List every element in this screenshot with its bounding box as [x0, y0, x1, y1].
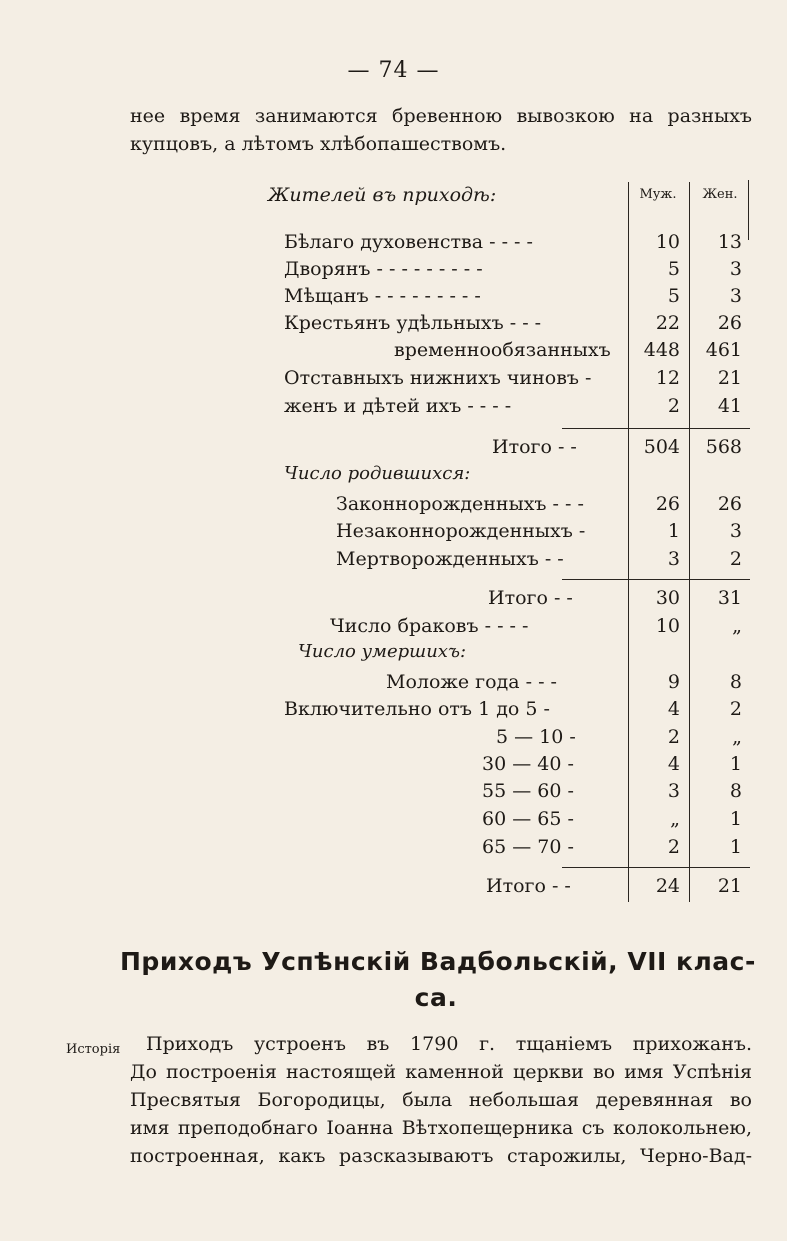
table-row [270, 806, 750, 832]
deaths-heading: Число умершихъ: [298, 641, 467, 662]
births-heading: Число родившихся: [284, 463, 471, 484]
female-value: 41 [717, 395, 742, 417]
table-row [270, 283, 750, 309]
female-value: 8 [729, 780, 742, 802]
history-line: построенная, какъ разсказываютъ старожилы, Черно-Вад- [130, 1145, 752, 1167]
table-row [270, 491, 750, 517]
history-line: Приходъ устроенъ въ 1790 г. тщаніемъ прихожанъ. [146, 1033, 752, 1055]
row-label: 30 — 40 - [482, 753, 574, 775]
table-row [270, 669, 750, 695]
history-line: Пресвятыя Богородицы, была небольшая деревянная во [130, 1089, 752, 1111]
female-value: 3 [729, 285, 742, 307]
row-label: Бѣлаго духовенства - - - - [284, 231, 533, 253]
table-row [270, 393, 750, 419]
table-row [270, 751, 750, 777]
row-label: 5 — 10 - [496, 726, 576, 748]
male-value: 12 [655, 367, 680, 389]
male-value: 22 [655, 312, 680, 334]
row-label: 55 — 60 - [482, 780, 574, 802]
row-label: 65 — 70 - [482, 836, 574, 858]
table-row [270, 546, 750, 572]
female-value: 26 [717, 312, 742, 334]
intro-line: купцовъ, а лѣтомъ хлѣбопашествомъ. [130, 133, 507, 155]
male-total: 24 [655, 875, 680, 897]
total-row [270, 434, 750, 460]
row-label: Мѣщанъ - - - - - - - - - [284, 285, 481, 307]
row-label: Незаконнорожденныхъ - [336, 520, 586, 542]
female-value: 3 [729, 520, 742, 542]
male-value: 4 [667, 698, 680, 720]
table-row [270, 365, 750, 391]
row-label: Законнорожденныхъ - - - [336, 493, 584, 515]
table-row [270, 518, 750, 544]
history-line: имя преподобнаго Іоанна Вѣтхопещерника съ колокольнею, [130, 1117, 752, 1139]
heading-line: Приходъ Успѣнскій Вадбольскій, VII клас- [120, 947, 756, 976]
male-value: „ [670, 808, 680, 830]
row-label: Число браковъ - - - - [330, 615, 529, 637]
male-value: 5 [667, 285, 680, 307]
intro-line: нее время занимаются бревенною вывозкою на разныхъ [130, 105, 752, 127]
row-label: женъ и дѣтей ихъ - - - - [284, 395, 512, 417]
female-total: 568 [705, 436, 742, 458]
female-value: 1 [729, 753, 742, 775]
row-label: Мертворожденныхъ - - [336, 548, 564, 570]
total-label: Итого - - [488, 587, 573, 609]
female-value: „ [732, 726, 742, 748]
table-header-label: Жителей въ приходѣ: [268, 184, 497, 206]
margin-note: Исторія [66, 1042, 121, 1057]
row-label: Включительно отъ 1 до 5 - [284, 698, 550, 720]
female-total: 21 [717, 875, 742, 897]
table-row [270, 229, 750, 255]
female-total: 31 [717, 587, 742, 609]
total-rule [562, 579, 750, 580]
row-label: Крестьянъ удѣльныхъ - - - [284, 312, 542, 334]
column-header-female: Жен. [702, 187, 738, 202]
male-value: 9 [667, 671, 680, 693]
history-line: До построенія настоящей каменной церкви во имя Успѣнія [130, 1061, 752, 1083]
total-label: Итого - - [486, 875, 571, 897]
male-value: 5 [667, 258, 680, 280]
row-label: Моложе года - - - [386, 671, 557, 693]
table-row [270, 696, 750, 722]
row-label: 60 — 65 - [482, 808, 574, 830]
total-row [270, 585, 750, 611]
female-value: 2 [729, 698, 742, 720]
female-value: 2 [729, 548, 742, 570]
female-value: 13 [717, 231, 742, 253]
table-row [270, 337, 750, 363]
heading-line: са. [414, 983, 458, 1012]
table-row [270, 310, 750, 336]
male-value: 3 [667, 548, 680, 570]
male-total: 504 [643, 436, 680, 458]
male-value: 2 [667, 395, 680, 417]
male-value: 10 [655, 615, 680, 637]
row-label: временнообязанныхъ [394, 339, 611, 361]
total-rule [562, 428, 750, 429]
section-heading [120, 944, 756, 1016]
row-label: Дворянъ - - - - - - - - - [284, 258, 483, 280]
male-value: 26 [655, 493, 680, 515]
female-value: 8 [729, 671, 742, 693]
male-value: 3 [667, 780, 680, 802]
female-value: 1 [729, 836, 742, 858]
male-total: 30 [655, 587, 680, 609]
table-row [270, 256, 750, 282]
table-row [270, 834, 750, 860]
female-value: „ [732, 615, 742, 637]
male-value: 448 [643, 339, 680, 361]
male-value: 1 [667, 520, 680, 542]
history-paragraph [130, 1030, 752, 1170]
table-row [270, 613, 750, 639]
male-value: 2 [667, 836, 680, 858]
total-label: Итого - - [492, 436, 577, 458]
total-row [270, 873, 750, 899]
row-label: Отставныхъ нижнихъ чиновъ - [284, 367, 592, 389]
male-value: 4 [667, 753, 680, 775]
female-value: 26 [717, 493, 742, 515]
female-value: 1 [729, 808, 742, 830]
male-value: 2 [667, 726, 680, 748]
table-row [270, 724, 750, 750]
female-value: 3 [729, 258, 742, 280]
table-row [270, 778, 750, 804]
page-number: — 74 — [347, 58, 440, 83]
column-header-male: Муж. [639, 187, 677, 202]
female-value: 21 [717, 367, 742, 389]
female-value: 461 [705, 339, 742, 361]
total-rule [562, 867, 750, 868]
male-value: 10 [655, 231, 680, 253]
